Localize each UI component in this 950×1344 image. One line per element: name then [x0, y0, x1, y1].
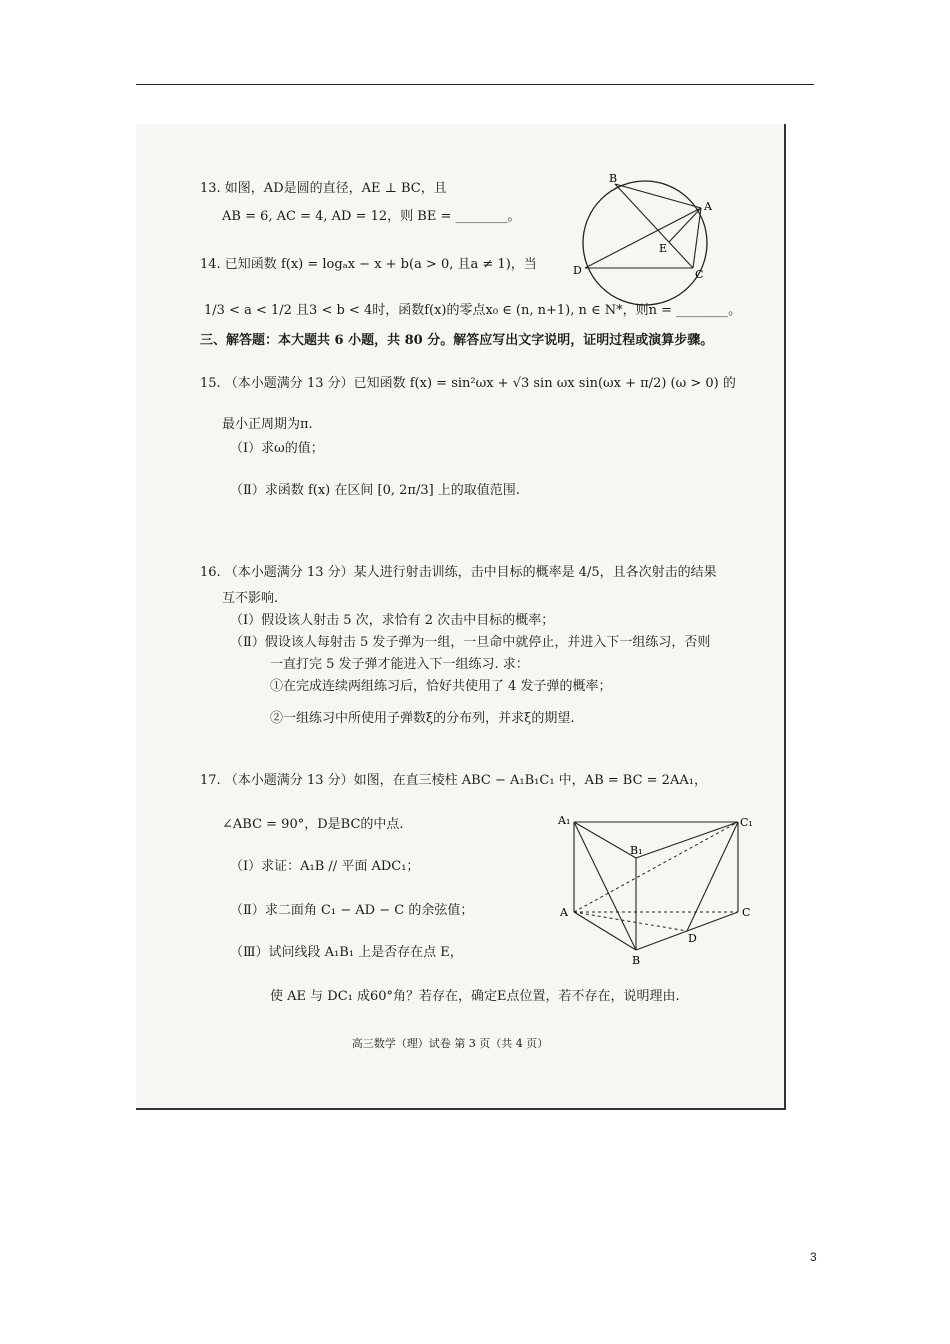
page-number: 3	[810, 1250, 817, 1264]
scan-right-border	[784, 124, 786, 1110]
prism-figure	[556, 808, 766, 968]
q15-part1: （Ⅰ）求ω的值；	[230, 441, 324, 456]
q15-line2: 最小正周期为π.	[222, 417, 313, 432]
q16-part2a: （Ⅱ）假设该人每射击 5 发子弹为一组，一旦命中就停止，并进入下一组练习，否则	[230, 635, 711, 650]
q17-line2: ∠ABC = 90°，D是BC的中点.	[222, 817, 404, 832]
q17-part3b: 使 AE 与 DC₁ 成60°角？若存在，确定E点位置，若不存在，说明理由.	[270, 989, 680, 1004]
segment-AC1	[574, 822, 738, 912]
label-A: A	[704, 200, 712, 213]
label-B: B	[632, 954, 641, 967]
q16-sub1: ①在完成连续两组练习后，恰好共使用了 4 发子弹的概率；	[270, 679, 612, 694]
circle-outline	[583, 181, 707, 305]
q17-part1: （Ⅰ）求证：A₁B // 平面 ADC₁；	[230, 859, 420, 874]
q16-sub2: ②一组练习中所使用子弹数ξ的分布列，并求ξ的期望.	[270, 711, 575, 726]
label-B1: B₁	[630, 844, 643, 857]
label-B: B	[609, 172, 618, 185]
q13-line1: 13. 如图，AD是圆的直径，AE ⊥ BC，且	[200, 181, 447, 196]
q15-part2: （Ⅱ）求函数 f(x) 在区间 [0, 2π/3] 上的取值范围.	[230, 483, 520, 498]
segment-AD	[574, 912, 687, 931]
segment-AE	[669, 208, 701, 242]
segment-BC	[615, 184, 693, 268]
label-C: C	[695, 268, 704, 281]
q17-part2: （Ⅱ）求二面角 C₁ − AD − C 的余弦值；	[230, 903, 474, 918]
segment-AB	[615, 184, 701, 208]
q14-line1: 14. 已知函数 f(x) = logₐx − x + b(a > 0, 且a ≠ 1)，当	[200, 257, 537, 272]
q17-line1: 17. （本小题满分 13 分）如图，在直三棱柱 ABC − A₁B₁C₁ 中，AB = BC = 2AA₁，	[200, 773, 707, 788]
q17-part3: （Ⅲ）试问线段 A₁B₁ 上是否存在点 E，	[230, 945, 463, 960]
label-A1: A₁	[558, 814, 571, 827]
exam-footer: 高三数学（理）试卷 第 3 页（共 4 页）	[351, 1037, 549, 1050]
q15-line1: 15. （本小题满分 13 分）已知函数 f(x) = sin²ωx + √3 sin ωx sin(ωx + π/2) (ω > 0) 的	[200, 376, 736, 391]
q16-line2: 互不影响.	[222, 591, 279, 606]
label-D: D	[573, 264, 582, 277]
label-A: A	[560, 906, 568, 919]
q16-part1: （Ⅰ）假设该人射击 5 次，求恰有 2 次击中目标的概率；	[230, 613, 555, 628]
section-3-heading: 三、解答题：本大题共 6 小题，共 80 分。解答应写出文字说明，证明过程或演算步骤。	[200, 333, 714, 348]
q14-line2: 1/3 < a < 1/2 且3 < b < 4时，函数f(x)的零点x₀ ∈ (n, n+1), n ∈ N*，则n = ________。	[204, 303, 742, 318]
label-C1: C₁	[740, 816, 753, 829]
q16-part2b: 一直打完 5 发子弹才能进入下一组练习. 求：	[270, 657, 529, 672]
circle-figure	[565, 168, 725, 318]
scan-bottom-border	[136, 1108, 786, 1110]
segment-AD	[585, 208, 701, 268]
edge-B1C1	[636, 822, 738, 858]
label-D: D	[688, 932, 697, 945]
q16-line1: 16. （本小题满分 13 分）某人进行射击训练，击中目标的概率是 4/5，且各次射击的结果	[200, 565, 717, 580]
label-E: E	[659, 242, 668, 255]
q13-line2: AB = 6, AC = 4, AD = 12，则 BE = ________。	[222, 209, 521, 224]
top-rule	[136, 84, 814, 85]
label-C: C	[742, 906, 751, 919]
segment-AC	[693, 208, 701, 268]
